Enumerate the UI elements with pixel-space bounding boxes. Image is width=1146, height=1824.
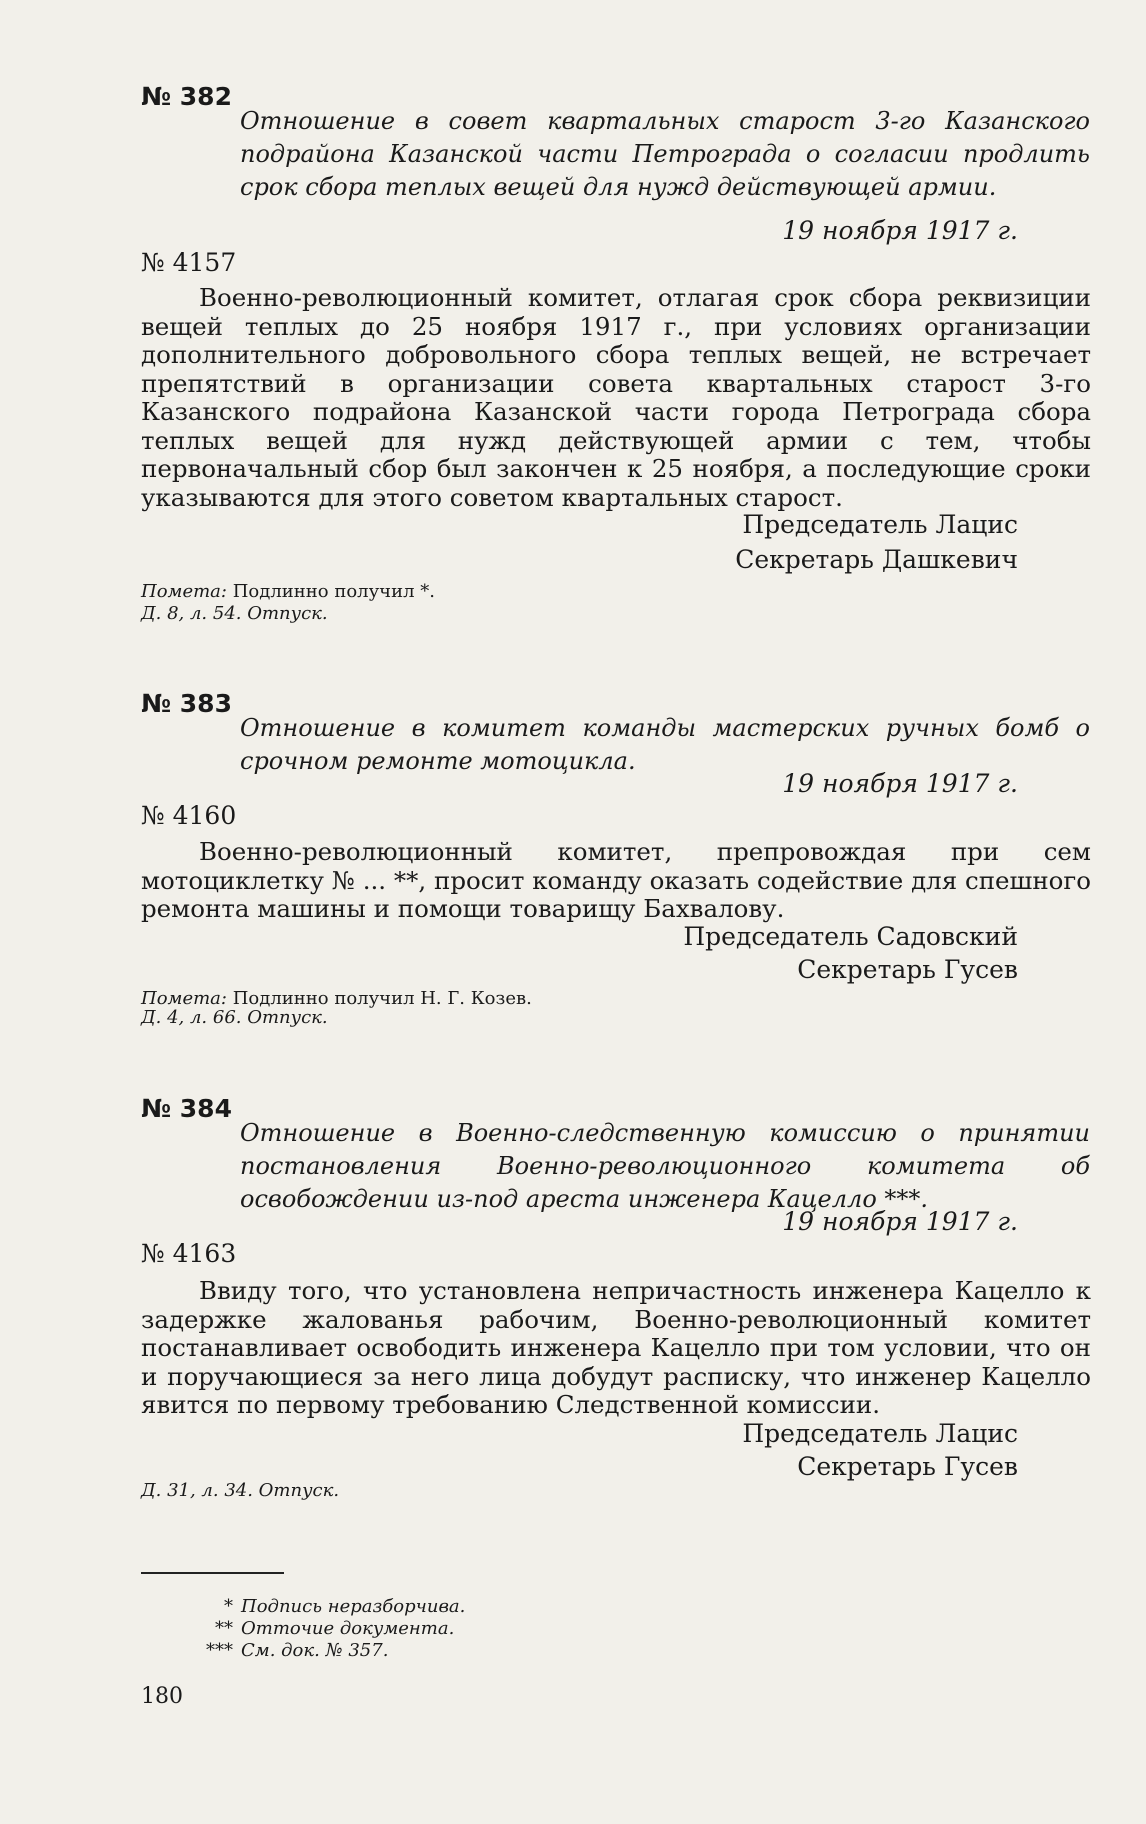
note-label: Пометa: bbox=[141, 988, 227, 1009]
doc-382-number: № 382 bbox=[141, 82, 232, 111]
note-label: Пометa: bbox=[141, 581, 227, 602]
doc-384-body: Ввиду того, что установлена непричастность инженера Кацелло к задержке жалованья рабочим, Военно-революционный комитет постанавливает освободить инженера Кацелло при том условии, что он и поручающиеся за него лица добудут расписку, что инженер Кацелло явится по первому требованию Следственной комиссии. bbox=[141, 1276, 1091, 1419]
doc-382-note bbox=[141, 580, 435, 603]
doc-384-reg-number: № 4163 bbox=[141, 1239, 237, 1268]
footnote-mark: *** bbox=[206, 1640, 233, 1661]
note-text: Подлинно получил *. bbox=[232, 581, 435, 602]
doc-384-archive: Д. 31, л. 34. Отпуск. bbox=[141, 1480, 340, 1501]
doc-384-number: № 384 bbox=[141, 1094, 232, 1123]
footnote-text: Отточие документа. bbox=[241, 1618, 455, 1639]
doc-383-title: Отношение в комитет команды мастерских ручных бомб о срочном ремонте мотоцикла. bbox=[240, 714, 1090, 775]
doc-384-secretary: Секретарь Гусев bbox=[797, 1452, 1018, 1481]
doc-383-reg-number: № 4160 bbox=[141, 801, 237, 830]
doc-383-date: 19 ноября 1917 г. bbox=[782, 769, 1018, 798]
footnote-divider bbox=[141, 1572, 284, 1574]
doc-382-title: Отношение в совет квартальных старост 3-го Казанского подрайона Казанской части Петрограда о согласии продлить срок сбора теплых вещей для нужд действующей армии. bbox=[240, 107, 1090, 201]
doc-382-secretary: Секретарь Дашкевич bbox=[735, 545, 1018, 574]
doc-382-reg-number: № 4157 bbox=[141, 248, 237, 277]
footnote-1 bbox=[141, 1596, 541, 1618]
footnote-text: Подпись неразборчива. bbox=[241, 1596, 466, 1617]
note-text: Подлинно получил Н. Г. Козев. bbox=[232, 988, 532, 1009]
doc-383-secretary: Секретарь Гусев bbox=[797, 955, 1018, 984]
doc-384-chairman: Председатель Лацис bbox=[742, 1419, 1018, 1448]
doc-384-title: Отношение в Военно-следственную комиссию о принятии постановления Военно-революционного комитета об освобождении из-под ареста инженера Кацелло ***. bbox=[240, 1119, 1090, 1213]
doc-383-archive: Д. 4, л. 66. Отпуск. bbox=[141, 1007, 328, 1028]
doc-383-number: № 383 bbox=[141, 689, 232, 718]
page-number: 180 bbox=[141, 1684, 183, 1709]
doc-382-date: 19 ноября 1917 г. bbox=[782, 216, 1018, 245]
doc-382-archive: Д. 8, л. 54. Отпуск. bbox=[141, 603, 328, 624]
doc-384-date: 19 ноября 1917 г. bbox=[782, 1207, 1018, 1236]
footnote-3 bbox=[141, 1640, 541, 1662]
footnote-mark: ** bbox=[215, 1618, 233, 1639]
footnote-2 bbox=[141, 1618, 541, 1640]
doc-382-chairman: Председатель Лацис bbox=[742, 510, 1018, 539]
footnote-mark: * bbox=[224, 1596, 233, 1617]
doc-383-chairman: Председатель Садовский bbox=[683, 922, 1018, 951]
footnote-text: См. док. № 357. bbox=[241, 1640, 389, 1661]
doc-382-body: Военно-революционный комитет, отлагая срок сбора реквизиции вещей теплых до 25 ноября 1917 г., при условиях организации дополнительного добровольного сбора теплых вещей, не встречает препятствий в организации совета квартальных старост 3-го Казанского подрайона Казанской части города Петрограда сбора теплых вещей для нужд действующей армии с тем, чтобы первоначальный сбор был закончен к 25 ноября, а последующие сроки указываются для этого советом квартальных старост. bbox=[141, 283, 1091, 512]
doc-383-body: Военно-революционный комитет, препровождая при сем мотоциклетку № ... **, просит команду оказать содействие для спешного ремонта машины и помощи товарищу Бахвалову. bbox=[141, 837, 1091, 923]
